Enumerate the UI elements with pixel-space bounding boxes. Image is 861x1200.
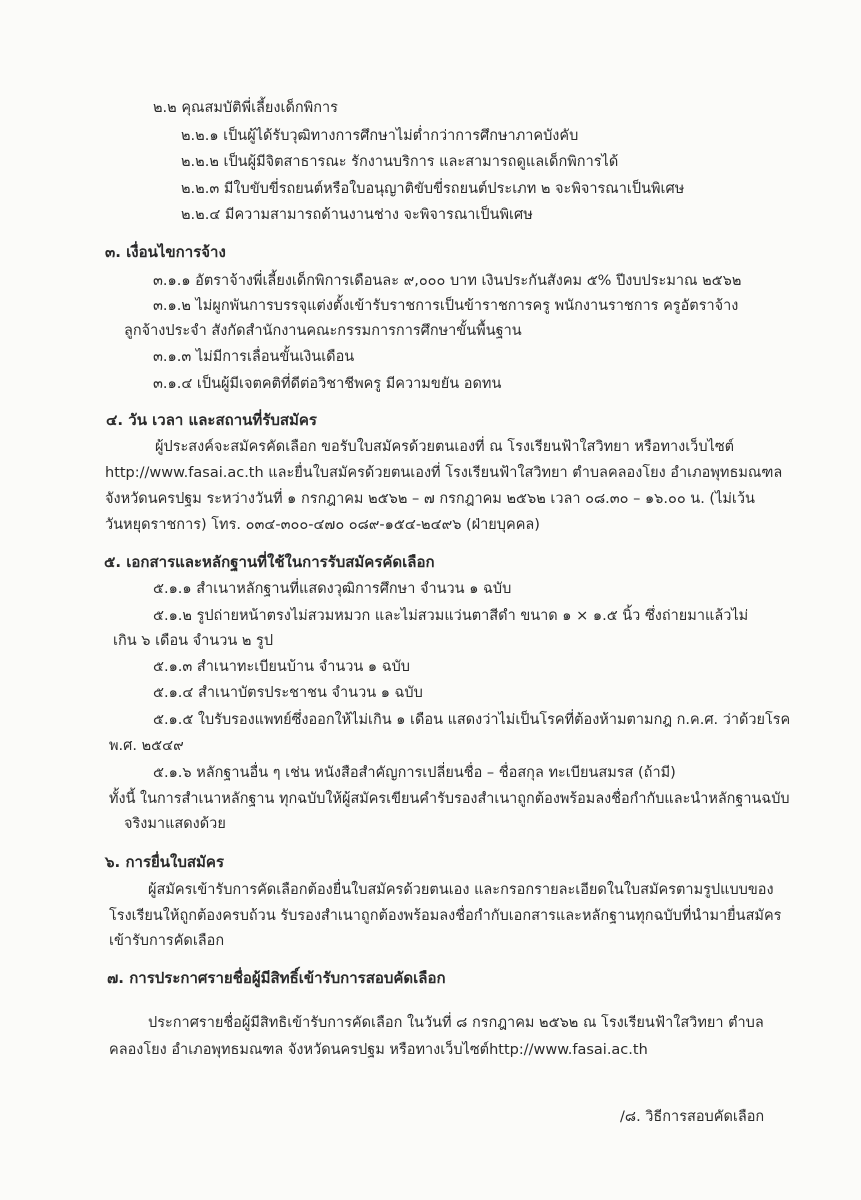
section-5-item-4: ๕.๑.๔ สำเนาบัตรประชาชน จำนวน ๑ ฉบับ [153,685,423,701]
page-continuation: /๘. วิธีการสอบคัดเลือก [620,1109,765,1125]
section-6-line-1: ผู้สมัครเข้ารับการคัดเลือกต้องยื่นใบสมัครด้วยตนเอง และกรอกรายละเอียดในใบสมัครตามรูปแบบของ [148,882,774,898]
section-5-note-line-1: ทั้งนี้ ในการสำเนาหลักฐาน ทุกฉบับให้ผู้สมัครเขียนคำรับรองสำเนาถูกต้องพร้อมลงชื่อกำกับและนำหลักฐานฉบับ [109,791,790,807]
section-5-item-3: ๕.๑.๓ สำเนาทะเบียนบ้าน จำนวน ๑ ฉบับ [153,659,411,675]
section-5-item-6: ๕.๑.๖ หลักฐานอื่น ๆ เช่น หนังสือสำคัญการเปลี่ยนชื่อ – ชื่อสกุล ทะเบียนสมรส (ถ้ามี) [153,765,676,781]
section-7-line-1: ประกาศรายชื่อผู้มีสิทธิเข้ารับการคัดเลือก ในวันที่ ๘ กรกฎาคม ๒๕๖๒ ณ โรงเรียนฟ้าใสวิทยา ตำบล [148,1015,764,1031]
section-7-heading: ๗. การประกาศรายชื่อผู้มีสิทธิ์เข้ารับการสอบคัดเลือก [107,969,446,987]
section-4-heading: ๔. วัน เวลา และสถานที่รับสมัคร [106,411,317,429]
section-7-line-2: คลองโยง อำเภอพุทธมณฑล จังหวัดนครปฐม หรือทางเว็บไซต์http://www.fasai.ac.th [109,1042,648,1058]
section-3-item-4: ๓.๑.๔ เป็นผู้มีเจตคติที่ดีต่อวิชาชีพครู มีความขยัน อดทน [153,376,502,392]
section-3-item-2-line-1: ๓.๑.๒ ไม่ผูกพันการบรรจุแต่งตั้งเข้ารับราชการเป็นข้าราชการครู พนักงานราชการ ครูอัตราจ้าง [153,298,739,314]
section-5-heading: ๕. เอกสารและหลักฐานที่ใช้ในการรับสมัครคัดเลือก [104,553,435,571]
section-5-item-5-line-2: พ.ศ. ๒๕๔๙ [109,738,184,754]
section-4-line-1: ผู้ประสงค์จะสมัครคัดเลือก ขอรับใบสมัครด้วยตนเองที่ ณ โรงเรียนฟ้าใสวิทยา หรือทางเว็บไซต์ [155,439,735,455]
section-4-line-4: วันหยุดราชการ) โทร. ๐๓๔-๓๐๐-๔๗๐ ๐๘๙-๑๕๔-๒๔๙๖ (ฝ่ายบุคคล) [105,517,540,533]
section-5-item-2-line-2: เกิน ๖ เดือน จำนวน ๒ รูป [113,633,274,649]
section-2-2-item-4: ๒.๒.๔ มีความสามารถด้านงานช่าง จะพิจารณาเป็นพิเศษ [181,207,533,223]
section-3-item-3: ๓.๑.๓ ไม่มีการเลื่อนขั้นเงินเดือน [153,349,355,365]
section-2-2-heading: ๒.๒ คุณสมบัติพี่เลี้ยงเด็กพิการ [153,100,338,116]
section-5-note-line-2: จริงมาแสดงด้วย [124,816,226,832]
section-3-heading: ๓. เงื่อนไขการจ้าง [105,243,226,261]
section-5-item-2-line-1: ๕.๑.๒ รูปถ่ายหน้าตรงไม่สวมหมวก และไม่สวมแว่นตาสีดำ ขนาด ๑ × ๑.๕ นิ้ว ซึ่งถ่ายมาแล้วไม่ [153,608,749,624]
section-3-item-2-line-2: ลูกจ้างประจำ สังกัดสำนักงานคณะกรรมการการศึกษาขั้นพื้นฐาน [124,323,522,339]
section-5-item-1: ๕.๑.๑ สำเนาหลักฐานที่แสดงวุฒิการศึกษา จำนวน ๑ ฉบับ [153,581,512,597]
section-4-line-3: จังหวัดนครปฐม ระหว่างวันที่ ๑ กรกฎาคม ๒๕๖๒ – ๗ กรกฎาคม ๒๕๖๒ เวลา ๐๘.๓๐ – ๑๖.๐๐ น. (ไม่เว้น [105,491,755,507]
section-3-item-1: ๓.๑.๑ อัตราจ้างพี่เลี้ยงเด็กพิการเดือนละ ๙,๐๐๐ บาท เงินประกันสังคม ๕% ปีงบประมาณ ๒๕๖๒ [153,273,742,289]
section-6-line-3: เข้ารับการคัดเลือก [109,933,225,949]
section-4-line-2: http://www.fasai.ac.th และยื่นใบสมัครด้วยตนเองที่ โรงเรียนฟ้าใสวิทยา ตำบลคลองโยง อำเภอพุทธมณฑล [105,465,783,481]
section-6-heading: ๖. การยื่นใบสมัคร [105,853,225,871]
section-6-line-2: โรงเรียนให้ถูกต้องครบถ้วน รับรองสำเนาถูกต้องพร้อมลงชื่อกำกับเอกสารและหลักฐานทุกฉบับที่นำมายื่นสมัคร [109,908,782,924]
section-2-2-item-3: ๒.๒.๓ มีใบขับขี่รถยนต์หรือใบอนุญาติขับขี่รถยนต์ประเภท ๒ จะพิจารณาเป็นพิเศษ [181,181,685,197]
section-2-2-item-1: ๒.๒.๑ เป็นผู้ได้รับวุฒิทางการศึกษาไม่ต่ำกว่าการศึกษาภาคบังคับ [181,128,579,144]
section-2-2-item-2: ๒.๒.๒ เป็นผู้มีจิตสาธารณะ รักงานบริการ และสามารถดูแลเด็กพิการได้ [181,154,619,170]
section-5-item-5-line-1: ๕.๑.๕ ใบรับรองแพทย์ซึ่งออกให้ไม่เกิน ๑ เดือน แสดงว่าไม่เป็นโรคที่ต้องห้ามตามกฎ ก.ค.ศ. ว่าด้วยโรค [153,712,791,728]
